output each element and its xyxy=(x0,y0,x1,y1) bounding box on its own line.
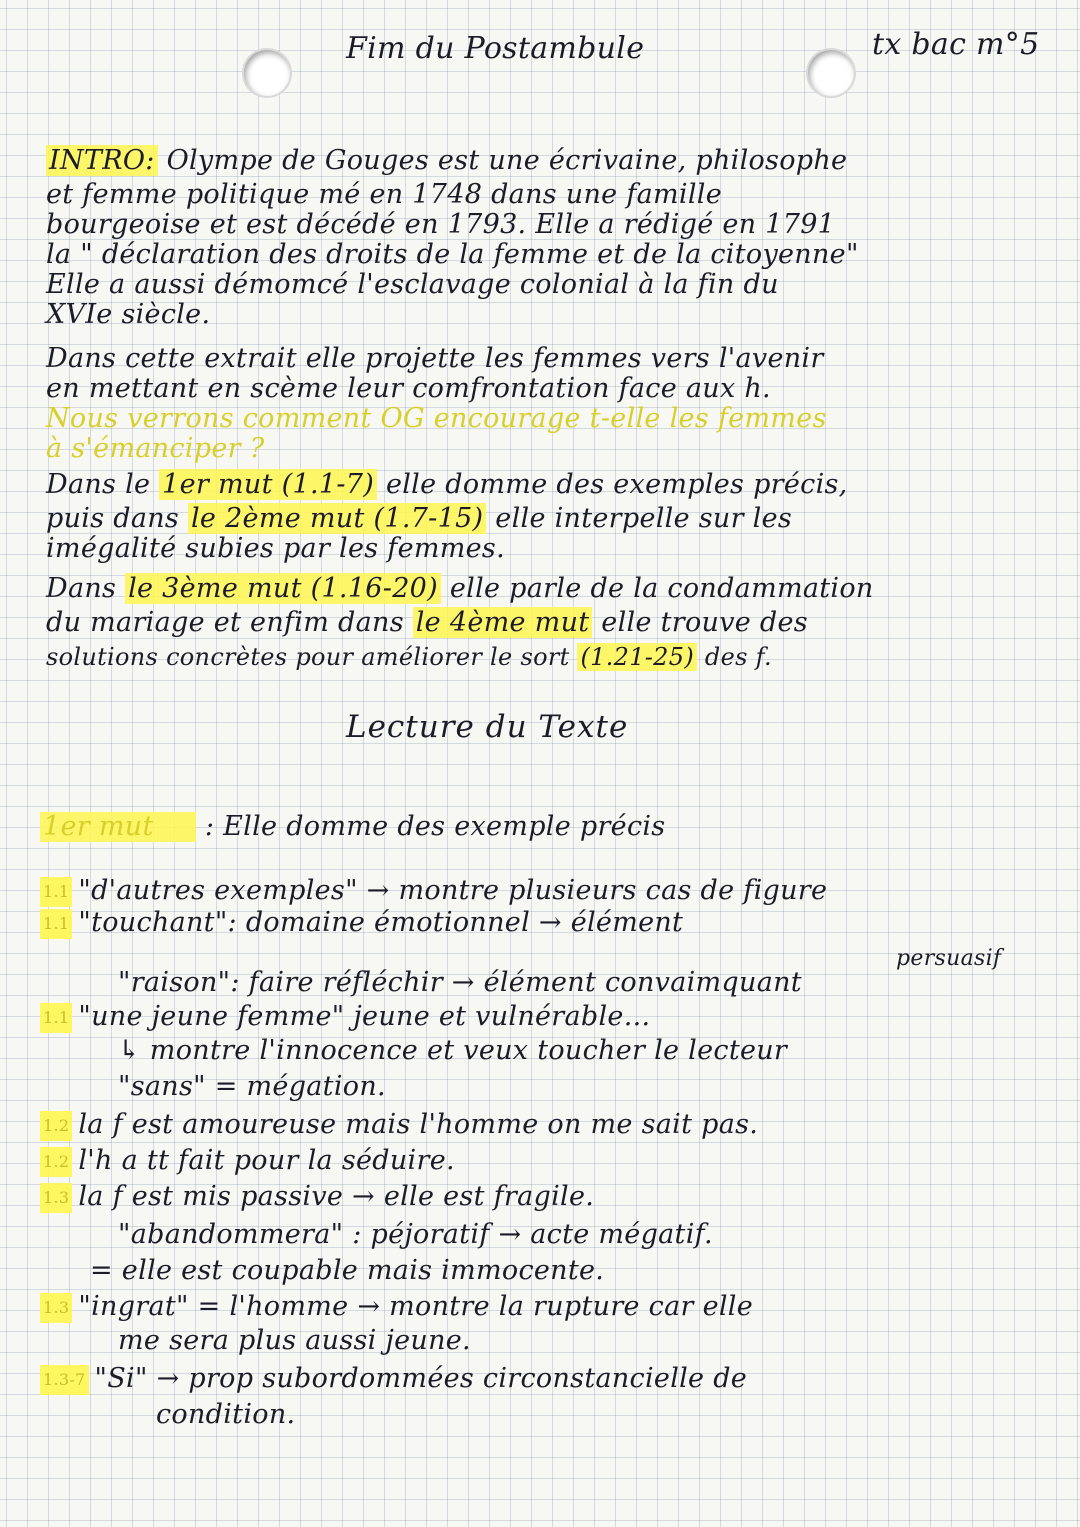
analysis-text: "une jeune femme" jeune et vulnérable... xyxy=(78,1001,651,1032)
plan-movement: 1er mut (1.1-7) xyxy=(159,469,377,500)
plan-text: elle domme des exemples précis, xyxy=(377,469,848,500)
analysis-text: "ingrat" = l'homme → montre la rupture car elle xyxy=(78,1291,754,1322)
text-reference: tx bac m°5 xyxy=(872,27,1040,62)
analysis-line xyxy=(40,908,683,939)
plan-text: elle interpelle sur les xyxy=(486,503,793,534)
analysis-line xyxy=(118,1036,787,1066)
line-ref: 1.1 xyxy=(40,909,72,939)
page-title: Fim du Postambule xyxy=(346,31,645,66)
plan-text: elle trouve des xyxy=(592,607,808,638)
line-ref: 1.3-7 xyxy=(40,1365,89,1395)
analysis-line xyxy=(40,1292,753,1323)
intro-line: Elle a aussi démomcé l'esclavage colonial à la fin du xyxy=(46,269,779,300)
analysis-line xyxy=(40,1110,758,1141)
intro-line-text: Olympe de Gouges est une écrivaine, philosophe xyxy=(166,145,848,176)
analysis-text: condition. xyxy=(156,1399,296,1430)
line-ref: 1.3 xyxy=(40,1293,72,1323)
intro-line: XVIe siècle. xyxy=(46,299,211,330)
plan-text: Dans le xyxy=(46,469,160,500)
analysis-text: = elle est coupable mais immocente. xyxy=(90,1255,605,1286)
line-ref: 1.2 xyxy=(40,1111,72,1141)
plan-movement: le 3ème mut (1.16-20) xyxy=(125,573,441,604)
intro-label: INTRO: xyxy=(46,145,158,176)
analysis-text: persuasif xyxy=(896,946,1002,971)
analysis-line xyxy=(40,1002,650,1033)
analysis-line xyxy=(118,1072,386,1102)
intro-line: et femme politique mé en 1748 dans une famille xyxy=(46,179,723,210)
problem-question: Nous verrons comment OG encourage t-elle les femmes xyxy=(46,403,827,434)
analysis-text: ↳ montre l'innocence et veux toucher le lecteur xyxy=(118,1035,788,1066)
plan-text: des f. xyxy=(696,643,772,671)
analysis-text: "abandommera" : péjoratif → acte mégatif. xyxy=(118,1219,713,1250)
analysis-text: la f est mis passive → elle est fragile. xyxy=(78,1181,595,1212)
intro-line: Dans cette extrait elle projette les femmes vers l'avenir xyxy=(46,343,824,374)
analysis-line xyxy=(40,1146,455,1177)
problem-question: à s'émanciper ? xyxy=(46,433,265,464)
analysis-line xyxy=(40,1364,747,1395)
analysis-text: la f est amoureuse mais l'homme on me sait pas. xyxy=(78,1109,759,1140)
intro-line: la " déclaration des droits de la femme et de la citoyenne" xyxy=(46,239,859,270)
plan-text: du mariage et enfim dans xyxy=(46,607,413,638)
analysis-line xyxy=(896,944,1001,974)
analysis-line xyxy=(118,968,802,998)
movement-mark: 1er mut xyxy=(40,812,196,842)
analysis-line xyxy=(156,1400,295,1430)
analysis-text: l'h a tt fait pour la séduire. xyxy=(78,1145,455,1176)
line-ref: 1.1 xyxy=(40,877,72,907)
analysis-text: "sans" = mégation. xyxy=(118,1071,386,1102)
plan-movement: le 4ème mut xyxy=(413,607,593,638)
analysis-text: me sera plus aussi jeune. xyxy=(118,1325,471,1356)
section-title: Lecture du Texte xyxy=(346,709,629,745)
plan-text: Dans xyxy=(46,573,126,604)
plan-text: elle parle de la condammation xyxy=(440,573,874,604)
plan-movement: (1.21-25) xyxy=(577,643,697,671)
plan-text: imégalité subies par les femmes. xyxy=(46,533,505,564)
intro-line: bourgeoise et est décédé en 1793. Elle a rédigé en 1791 xyxy=(46,209,836,240)
plan-text: puis dans xyxy=(46,503,188,534)
analysis-line xyxy=(90,1256,604,1286)
analysis-text: "touchant": domaine émotionnel → élément xyxy=(78,907,684,938)
line-ref: 1.3 xyxy=(40,1183,72,1213)
movement-heading xyxy=(40,812,665,842)
line-ref: 1.2 xyxy=(40,1147,72,1177)
analysis-text: "raison": faire réfléchir → élément convaimquant xyxy=(118,967,802,998)
analysis-line xyxy=(118,1326,471,1356)
plan-movement: le 2ème mut (1.7-15) xyxy=(188,503,486,534)
analysis-line xyxy=(40,876,827,907)
analysis-text: "d'autres exemples" → montre plusieurs cas de figure xyxy=(78,875,828,906)
movement-title: : Elle domme des exemple précis xyxy=(204,811,666,842)
plan-text: solutions concrètes pour améliorer le sort xyxy=(46,643,578,671)
analysis-line xyxy=(118,1220,713,1250)
analysis-line xyxy=(40,1182,594,1213)
analysis-text: "Si" → prop subordommées circonstancielle de xyxy=(94,1363,748,1394)
line-ref: 1.1 xyxy=(40,1003,72,1033)
intro-line: en mettant en scème leur comfrontation face aux h. xyxy=(46,373,771,404)
